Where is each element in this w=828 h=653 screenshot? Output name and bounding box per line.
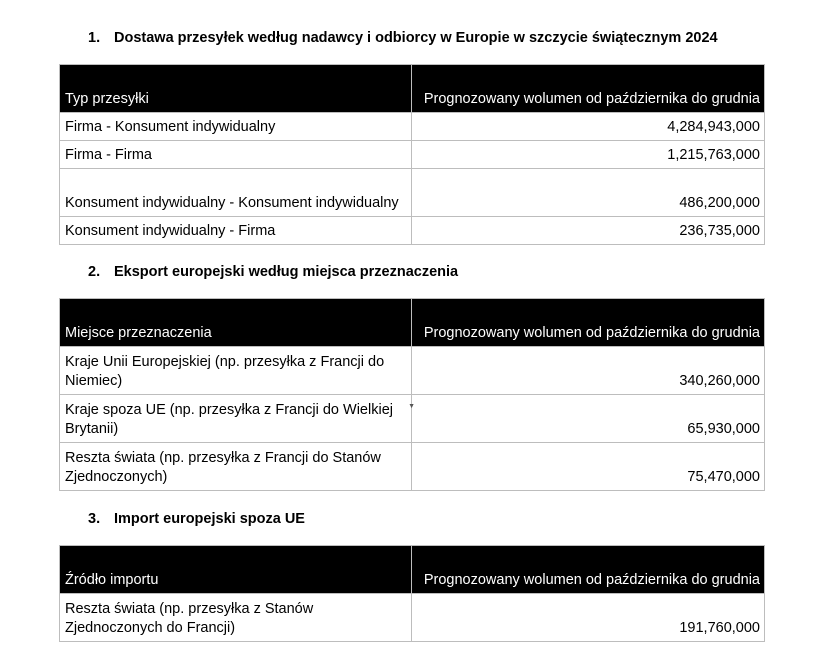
section-number: 3. (88, 511, 101, 527)
row-value[interactable]: 486,200,000 (412, 169, 765, 217)
section-title: Dostawa przesyłek według nadawcy i odbiorcy w Europie w szczycie świątecznym 2024 (114, 30, 718, 46)
table-header-row (60, 65, 765, 113)
table-row (60, 594, 765, 642)
column-header-source[interactable]: Źródło importu (60, 546, 412, 594)
shipment-type-table (59, 64, 765, 245)
row-label[interactable]: Reszta świata (np. przesyłka z Francji do Stanów Zjednoczonych) (60, 443, 412, 491)
section-number: 2. (88, 264, 101, 280)
dropdown-arrow-icon[interactable]: ▼ (408, 403, 415, 410)
column-header-type[interactable]: Typ przesyłki (60, 65, 412, 113)
column-header-volume[interactable]: Prognozowany wolumen od października do grudnia (412, 546, 765, 594)
table-header-row (60, 299, 765, 347)
export-destination-table (59, 298, 765, 491)
table-header-row (60, 546, 765, 594)
row-value[interactable]: 75,470,000 (412, 443, 765, 491)
table-row (60, 395, 765, 443)
row-value[interactable]: 340,260,000 (412, 347, 765, 395)
row-value[interactable]: 236,735,000 (412, 217, 765, 245)
row-label[interactable]: Kraje Unii Europejskiej (np. przesyłka z Francji do Niemiec) (60, 347, 412, 395)
table-row (60, 443, 765, 491)
row-label[interactable]: Reszta świata (np. przesyłka z Stanów Zjednoczonych do Francji) (60, 594, 412, 642)
row-value[interactable]: 191,760,000 (412, 594, 765, 642)
column-header-volume[interactable]: Prognozowany wolumen od października do grudnia (412, 65, 765, 113)
section-number: 1. (88, 30, 101, 46)
row-label[interactable]: Konsument indywidualny - Firma (60, 217, 412, 245)
table-row (60, 141, 765, 169)
row-value[interactable]: 65,930,000 (412, 395, 765, 443)
row-label[interactable]: Firma - Konsument indywidualny (60, 113, 412, 141)
import-source-table (59, 545, 765, 642)
table-row (60, 217, 765, 245)
table-row (60, 347, 765, 395)
table-row (60, 169, 765, 217)
section-title: Import europejski spoza UE (114, 511, 305, 527)
row-label[interactable]: Firma - Firma (60, 141, 412, 169)
row-value[interactable]: 4,284,943,000 (412, 113, 765, 141)
row-label: Kraje spoza UE (np. przesyłka z Francji do Wielkiej Brytanii) (65, 402, 393, 437)
row-label-cell[interactable] (60, 395, 415, 443)
column-header-destination[interactable]: Miejsce przeznaczenia (60, 299, 412, 347)
row-label[interactable]: Konsument indywidualny - Konsument indywidualny (60, 169, 412, 217)
table-row (60, 113, 765, 141)
row-value[interactable]: 1,215,763,000 (412, 141, 765, 169)
column-header-volume[interactable]: Prognozowany wolumen od października do grudnia (412, 299, 765, 347)
section-title: Eksport europejski według miejsca przeznaczenia (114, 264, 459, 280)
